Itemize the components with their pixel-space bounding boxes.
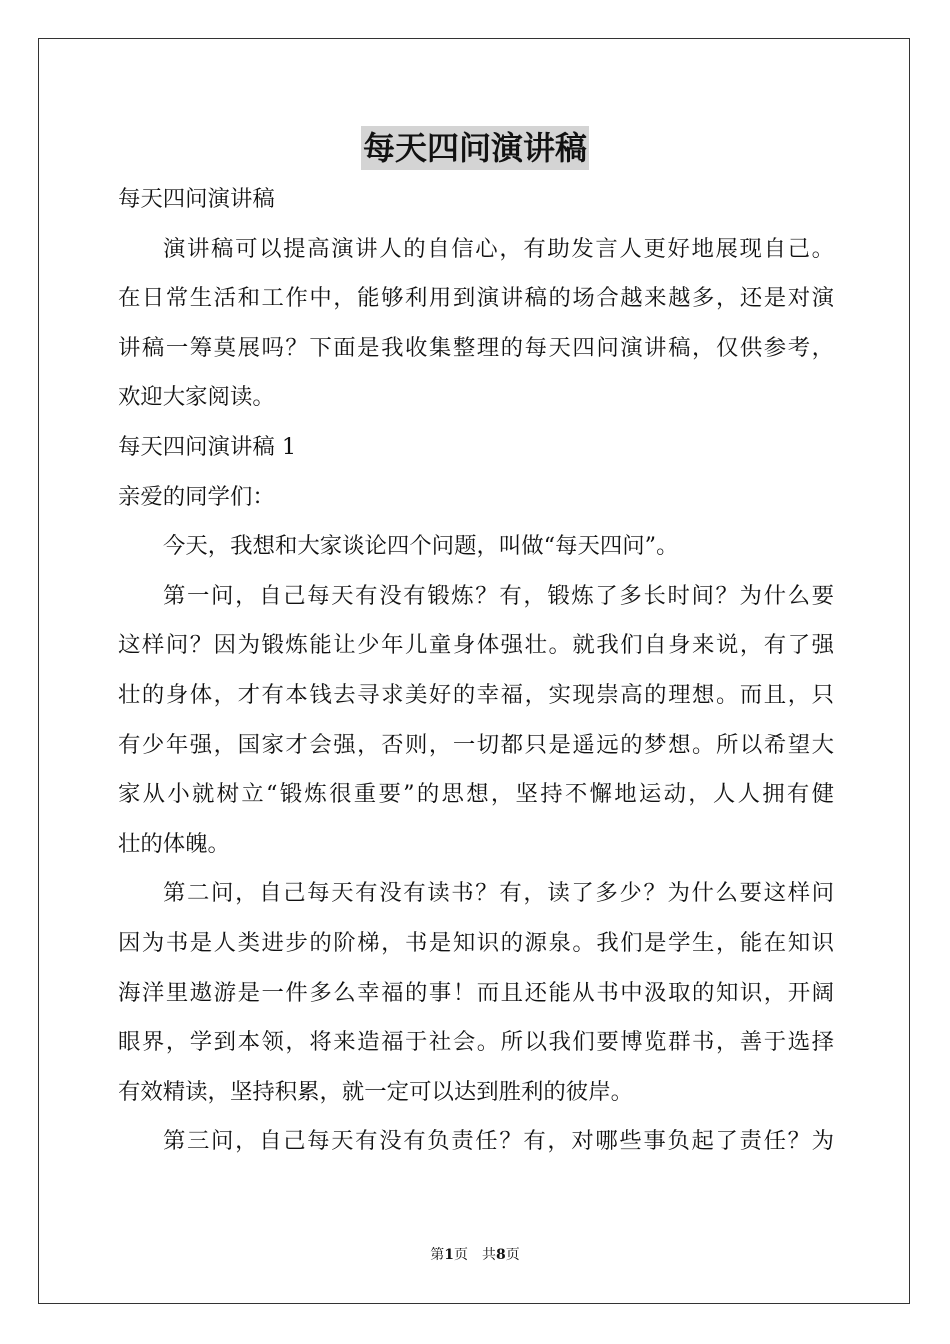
document-title: 每天四问演讲稿 <box>361 126 589 170</box>
page-footer <box>0 1245 950 1265</box>
text-line: 亲爱的同学们： <box>118 483 275 510</box>
text-line: 这样问？因为锻炼能让少年儿童身体强壮。就我们自身来说，有了强 <box>118 632 834 659</box>
text-line: 讲稿一筹莫展吗？下面是我收集整理的每天四问演讲稿，仅供参考， <box>118 334 834 361</box>
text-line: 海洋里遨游是一件多么幸福的事！而且还能从书中汲取的知识，开阔 <box>118 979 834 1006</box>
text-line: 欢迎大家阅读。 <box>118 384 275 411</box>
footer-prefix: 第 <box>430 1247 445 1263</box>
document-body <box>118 175 834 1167</box>
footer-total-pages: 8 <box>496 1247 506 1263</box>
text-line: 今天，我想和大家谈论四个问题，叫做“每天四问”。 <box>163 533 679 560</box>
text-line: 有效精读，坚持积累，就一定可以达到胜利的彼岸。 <box>118 1078 633 1105</box>
text-line: 壮的身体，才有本钱去寻求美好的幸福，实现崇高的理想。而且，只 <box>118 681 834 708</box>
text-line: 有少年强，国家才会强，否则，一切都只是遥远的梦想。所以希望大 <box>118 731 834 758</box>
text-line: 第二问，自己每天有没有读书？有，读了多少？为什么要这样问 <box>163 880 834 907</box>
text-line: 家从小就树立“锻炼很重要”的思想，坚持不懈地运动，人人拥有健 <box>118 781 834 808</box>
text-line: 每天四问演讲稿 1 <box>118 433 297 460</box>
text-line: 第三问，自己每天有没有负责任？有，对哪些事负起了责任？为 <box>163 1128 834 1155</box>
footer-current-page: 1 <box>444 1247 454 1263</box>
text-line: 在日常生活和工作中，能够利用到演讲稿的场合越来越多，还是对演 <box>118 285 834 312</box>
text-line: 演讲稿可以提高演讲人的自信心，有助发言人更好地展现自己。 <box>163 235 834 262</box>
text-line: 眼界，学到本领，将来造福于社会。所以我们要博览群书，善于选择 <box>118 1029 834 1056</box>
text-line: 因为书是人类进步的阶梯，书是知识的源泉。我们是学生，能在知识 <box>118 929 834 956</box>
text-line: 第一问，自己每天有没有锻炼？有，锻炼了多长时间？为什么要 <box>163 582 834 609</box>
title-block <box>0 126 950 170</box>
footer-suffix: 页 <box>505 1247 520 1263</box>
text-line: 壮的体魄。 <box>118 830 230 857</box>
text-line: 每天四问演讲稿 <box>118 186 275 212</box>
footer-mid: 页 共 <box>454 1247 496 1263</box>
